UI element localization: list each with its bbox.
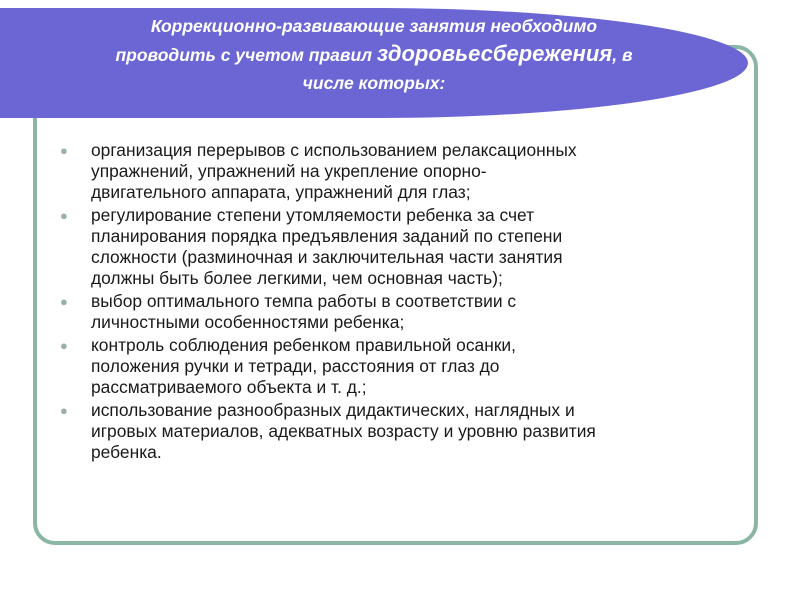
title-part-1: Коррекционно-развивающие занятия необходимо проводить с учетом правил [115,16,598,65]
list-item-text: регулирование степени утомляемости ребенка за счет планирования порядка предъявления заданий по степени сложности (разминочная и заключительная части занятия должны быть более легкими, чем основная часть); [91,205,563,288]
bullet-icon: ● [60,208,68,223]
list-item-text: контроль соблюдения ребенком правильной осанки, положения ручки и тетради, расстояния от глаз до рассматриваемого объекта и т. д.; [91,335,516,397]
list-item-text: организация перерывов с использованием релаксационных упражнений, упражнений на укрепление опорно- двигательного аппарата, упражнений для глаз; [91,140,577,202]
bullet-list [58,140,748,465]
list-item [58,335,748,398]
slide-title [0,12,748,97]
list-item-text: выбор оптимального темпа работы в соответствии с личностными особенностями ребенка; [91,291,517,332]
list-item [58,291,748,333]
bullet-icon: ● [60,143,68,158]
list-item [58,205,748,289]
list-item [58,400,748,463]
bullet-icon: ● [60,294,68,309]
list-item-text: использование разнообразных дидактических, наглядных и игровых материалов, адекватных возрасту и уровню развития ребенка. [91,400,596,462]
bullet-icon: ● [60,338,68,353]
title-part-2: , в числе которых: [302,45,633,93]
bullet-icon: ● [60,403,68,418]
list-item [58,140,748,203]
title-emphasis: здоровьесбережения [376,41,613,66]
